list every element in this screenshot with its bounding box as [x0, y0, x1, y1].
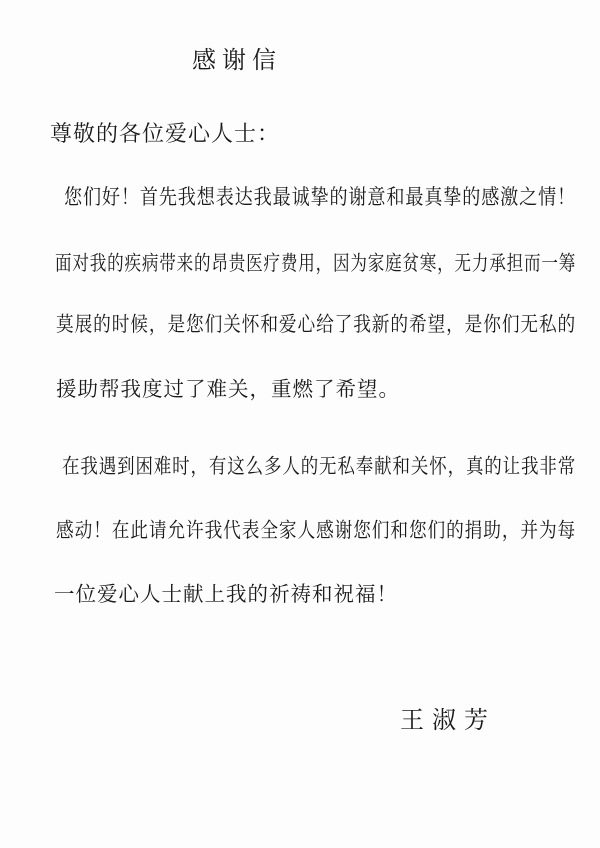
letter-salutation: 尊敬的各位爱心人士：: [50, 122, 281, 147]
letter-line: 在我遇到困难时，有这么多人的无私奉献和关怀，真的让我非常: [62, 454, 577, 478]
letter-line: 您们好！首先我想表达我最诚挚的谢意和最真挚的感激之情！: [64, 185, 577, 209]
letter-line: 面对我的疾病带来的昂贵医疗费用，因为家庭贫寒，无力承担而一筹: [55, 251, 577, 275]
letter-title: 感谢信: [192, 46, 282, 74]
letter-line: 感动！在此请允许我代表全家人感谢您们和您们的捐助，并为每: [56, 518, 577, 542]
letter-line: 援助帮我度过了难关，重燃了希望。: [56, 377, 400, 401]
letter-line: 莫展的时候，是您们关怀和爱心给了我新的希望，是你们无私的: [56, 312, 577, 336]
letter-signature: 王淑芳: [400, 706, 496, 734]
letter-line: 一位爱心人士献上我的祈祷和祝福！: [54, 582, 398, 606]
